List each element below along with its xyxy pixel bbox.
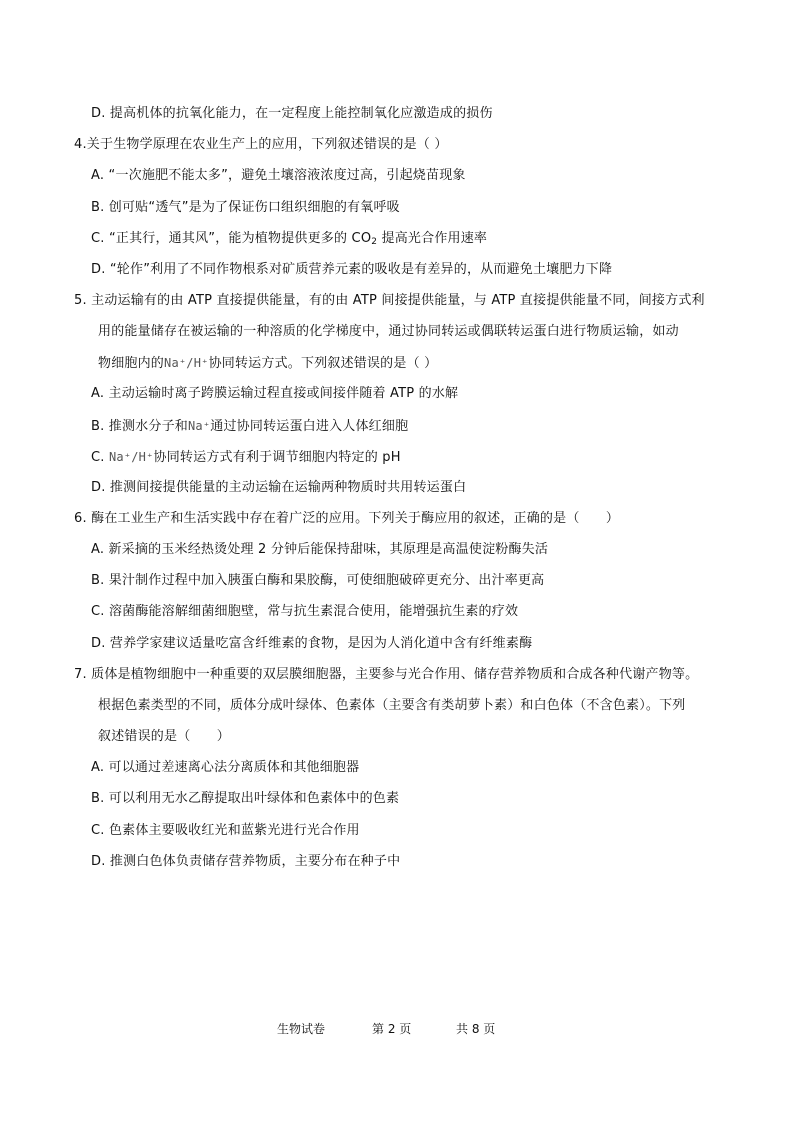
q4-option-c-text: C. “正其行，通其风”，能为植物提供更多的 CO (91, 231, 372, 246)
q6-option-b: B. 果汁制作过程中加入胰蛋白酶和果胶酶，可使细胞破碎更充分、出汁率更高 (91, 573, 545, 588)
q5-stem-line1: 5. 主动运输有的由 ATP 直接提供能量，有的由 ATP 间接提供能量，与 ATP 直接提供能量不同，间接方式利 (74, 293, 705, 308)
q5-stem-line3-text: 物细胞内的 (98, 356, 165, 371)
q7-stem-line1: 7. 质体是植物细胞中一种重要的双层膜细胞器，主要参与光合作用、储存营养物质和合成各种代谢产物等。 (74, 667, 699, 682)
q6-option-d: D. 营养学家建议适量吃富含纤维素的食物，是因为人消化道中含有纤维素酶 (91, 636, 533, 651)
q5-stem-line3 (98, 354, 437, 373)
q4-option-c (91, 230, 487, 251)
q5-stem-line3-end: 协同转运方式。下列叙述错误的是（ ） (208, 356, 438, 371)
footer-total-pages: 共 8 页 (456, 1022, 496, 1036)
q4-option-b: B. 创可贴“透气”是为了保证伤口组织细胞的有氧呼吸 (91, 200, 400, 215)
q7-option-a: A. 可以通过差速离心法分离质体和其他细胞器 (91, 760, 360, 775)
q5-option-b-ion: Na⁺ (187, 419, 211, 433)
q5-option-b-text: B. 推测水分子和 (91, 419, 188, 434)
q7-stem-line3: 叙述错误的是（ ） (98, 729, 231, 744)
q4-option-c-subscript: 2 (371, 237, 378, 247)
q6-stem: 6. 酶在工业生产和生活实践中存在着广泛的应用。下列关于酶应用的叙述，正确的是（ ） (74, 511, 620, 526)
q5-option-d: D. 推测间接提供能量的主动运输在运输两种物质时共用转运蛋白 (91, 480, 467, 495)
q5-option-b (91, 417, 408, 436)
q7-option-d: D. 推测白色体负责储存营养物质，主要分布在种子中 (91, 854, 401, 869)
q4-option-d: D. “轮作”利用了不同作物根系对矿质营养元素的吸收是有差异的，从而避免土壤肥力下降 (91, 262, 613, 277)
footer-subject: 生物试卷 (277, 1022, 326, 1036)
q5-stem-line2: 用的能量储存在被运输的一种溶质的化学梯度中，通过协同转运或偶联转运蛋白进行物质运输，如动 (98, 324, 679, 339)
q6-option-c: C. 溶菌酶能溶解细菌细胞壁，常与抗生素混合使用，能增强抗生素的疗效 (91, 604, 519, 619)
q6-option-a: A. 新采摘的玉米经热烫处理 2 分钟后能保持甜味，其原理是高温使淀粉酶失活 (91, 542, 549, 557)
q7-option-c: C. 色素体主要吸收红光和蓝紫光进行光合作用 (91, 823, 360, 838)
q7-option-b: B. 可以利用无水乙醇提取出叶绿体和色素体中的色素 (91, 791, 400, 806)
q4-option-c-text-end: 提高光合作用速率 (377, 231, 488, 246)
footer-page-number: 第 2 页 (372, 1022, 412, 1036)
q4-option-a: A. “一次施肥不能太多”，避免土壤溶液浓度过高，引起烧苗现象 (91, 168, 466, 183)
q5-option-a: A. 主动运输时离子跨膜运输过程直接或间接伴随着 ATP 的水解 (91, 386, 459, 401)
q5-option-c-ion: Na⁺/H⁺ (108, 450, 154, 464)
q5-option-c-text-end: 协同转运方式有利于调节细胞内特定的 pH (153, 450, 401, 465)
q5-option-c (91, 448, 401, 467)
q5-option-b-text-end: 通过协同转运蛋白进入人体红细胞 (210, 419, 409, 434)
q7-stem-line2: 根据色素类型的不同，质体分成叶绿体、色素体（主要含有类胡萝卜素）和白色体（不含色素）。下列 (98, 698, 686, 713)
q5-option-c-text: C. (91, 450, 109, 465)
q3-option-d: D. 提高机体的抗氧化能力，在一定程度上能控制氧化应激造成的损伤 (91, 106, 493, 121)
q5-ion-label: Na⁺/H⁺ (164, 356, 209, 370)
q4-stem: 4.关于生物学原理在农业生产上的应用，下列叙述错误的是（ ） (74, 137, 448, 152)
